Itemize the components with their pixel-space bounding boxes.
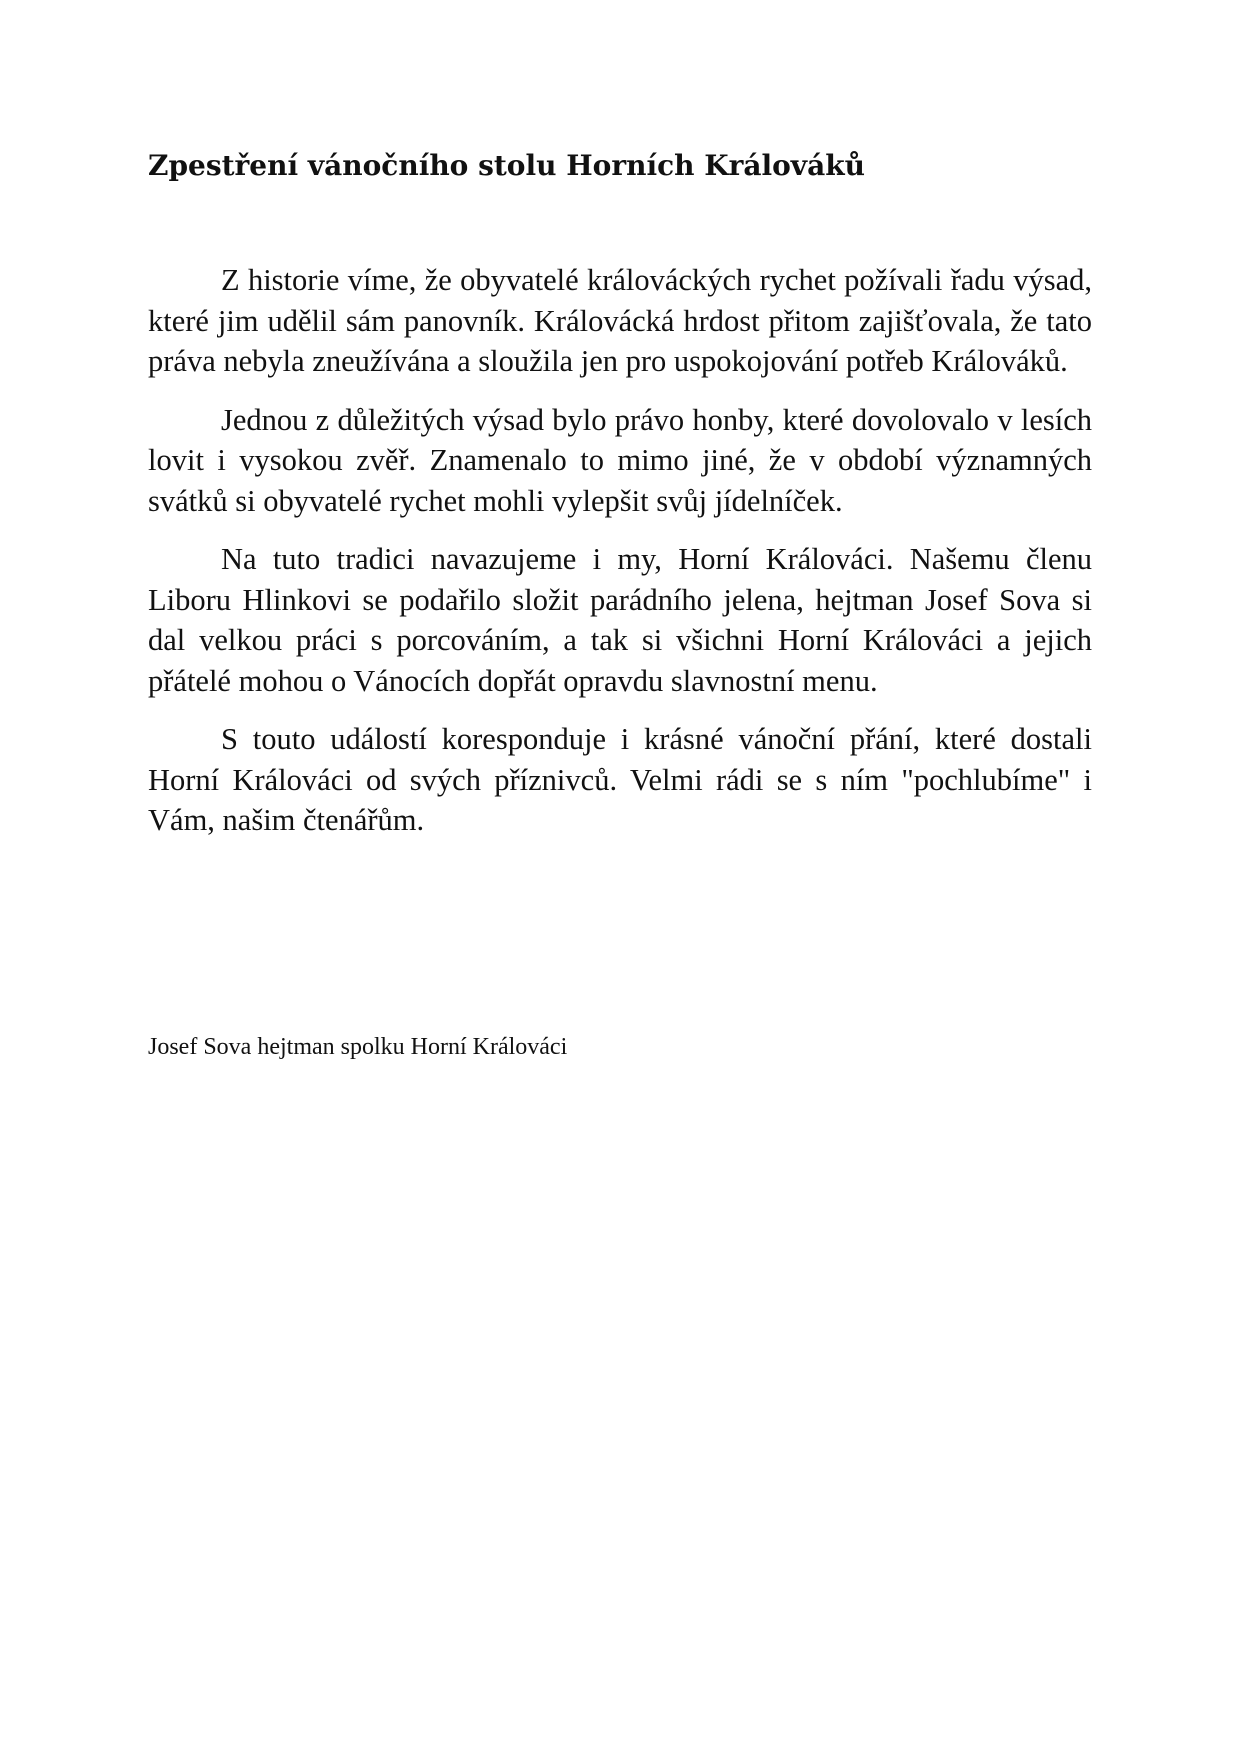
- paragraph: Jednou z důležitých výsad bylo právo honby, které dovolovalo v lesích lovit i vysokou zvěř. Znamenalo to mimo jiné, že v období významných svátků si obyvatelé rychet mohli vylepšit svůj jídelníček.: [148, 402, 1092, 518]
- paragraph: Na tuto tradici navazujeme i my, Horní Králováci. Našemu členu Liboru Hlinkovi se podařilo složit parádního jelena, hejtman Josef Sova si dal velkou práci s porcováním, a tak si všichni Horní Králováci a jejich přátelé mohou o Vánocích dopřát opravdu slavnostní menu.: [148, 542, 1092, 698]
- paragraph: Z historie víme, že obyvatelé králováckých rychet požívali řadu výsad, které jim udělil sám panovník. Královácká hrdost přitom zajišťovala, že tato práva nebyla zneužívána a sloužila jen pro uspokojování potřeb Králováků.: [148, 263, 1092, 378]
- signature: Josef Sova hejtman spolku Horní Králováci: [148, 1034, 568, 1060]
- document-title: Zpestření vánočního stolu Horních Králováků: [148, 149, 865, 182]
- document-body: [148, 260, 1092, 859]
- paragraph: S touto událostí koresponduje i krásné vánoční přání, které dostali Horní Králováci od svých příznivců. Velmi rádi se s ním "pochlubíme" i Vám, našim čtenářům.: [148, 722, 1092, 837]
